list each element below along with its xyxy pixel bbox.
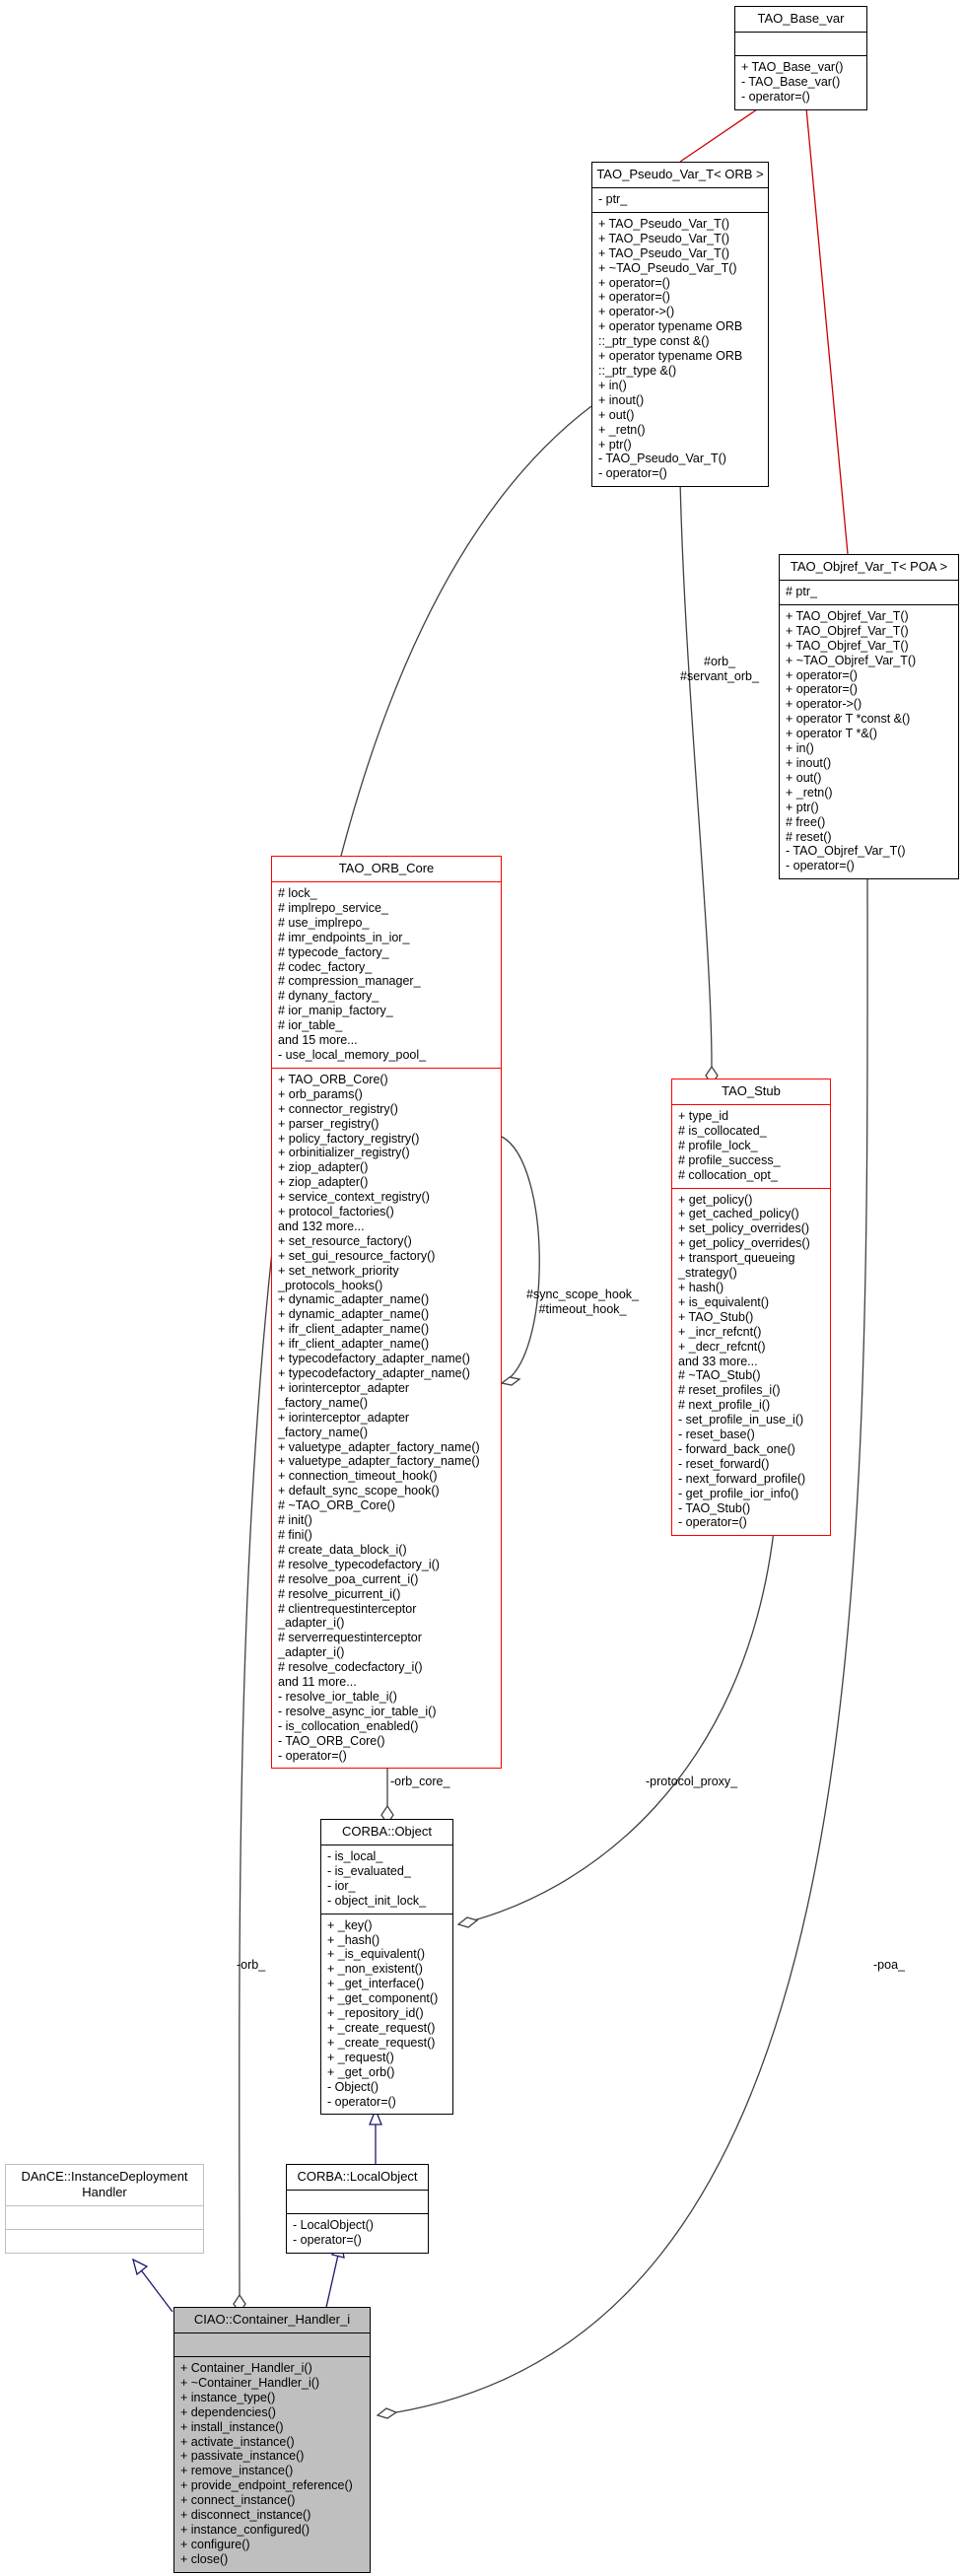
member-line: # dynany_factory_ (278, 989, 379, 1004)
member-line: - ior_ (327, 1878, 356, 1893)
class-name: TAO_Pseudo_Var_T< ORB > (596, 167, 764, 181)
member-line: + operator->() (598, 305, 675, 319)
member-line: # ptr_ (786, 585, 817, 598)
member-line: and 132 more... (278, 1218, 365, 1233)
member-line: - reset_base() (678, 1427, 755, 1442)
member-line: + operator T *&() (786, 727, 877, 741)
member-line: + TAO_Stub() (678, 1309, 754, 1324)
member-line: and 11 more... (278, 1675, 357, 1690)
methods-section (321, 1914, 452, 2115)
member-line: # fini() (278, 1527, 312, 1542)
class-name (6, 2165, 203, 2205)
member-line: + operator=() (598, 275, 670, 290)
member-line: + _hash() (327, 1932, 380, 1947)
member-line: + _get_orb() (327, 2064, 395, 2079)
member-line: - operator=() (678, 1515, 747, 1530)
member-line: + TAO_Objref_Var_T() (786, 608, 909, 623)
class-name: TAO_ORB_Core (338, 861, 435, 875)
member-line: + TAO_Objref_Var_T() (786, 623, 909, 638)
member-line: + type_id (678, 1109, 729, 1123)
member-line: + operator=() (598, 290, 670, 305)
member-line: - operator=() (741, 89, 810, 104)
member-line: - resolve_ior_table_i() (278, 1689, 397, 1704)
member-line: + orb_params() (278, 1086, 363, 1101)
member-line: + provide_endpoint_reference() (180, 2478, 353, 2493)
edge-stub-orb (680, 480, 712, 1067)
edge-objref-var-to-base-var (804, 87, 848, 554)
member-line: + operator=() (786, 682, 858, 697)
methods-section (287, 2213, 428, 2253)
member-line: + ifr_client_adapter_name() (278, 1322, 430, 1337)
member-line: + ifr_client_adapter_name() (278, 1337, 430, 1352)
diamond-poa (378, 2408, 396, 2418)
member-line: - forward_back_one() (678, 1441, 795, 1456)
member-line: + get_cached_policy() (678, 1207, 799, 1221)
member-line: + TAO_Pseudo_Var_T() (598, 216, 730, 231)
member-line: # resolve_poa_current_i() (278, 1571, 419, 1586)
member-line: + operator=() (786, 667, 858, 682)
methods-section (780, 604, 958, 878)
member-line: # lock_ (278, 886, 317, 900)
member-line: ::_ptr_type &() (598, 363, 677, 378)
member-line: - set_profile_in_use_i() (678, 1413, 804, 1427)
member-line: # ior_manip_factory_ (278, 1004, 393, 1018)
member-line: # free() (786, 814, 826, 829)
class-tao-orb-core (271, 856, 502, 1769)
label-sync-scope-hook: #sync_scope_hook_ (526, 1288, 639, 1301)
member-line: + protocol_factories() (278, 1205, 394, 1219)
member-line: + ptr() (786, 800, 819, 814)
member-line: + _create_request() (327, 2020, 436, 2035)
member-line: + hash() (678, 1280, 724, 1294)
member-line: and 15 more... (278, 1033, 358, 1048)
class-tao-objref-var-t (779, 554, 959, 879)
member-line: + ziop_adapter() (278, 1175, 369, 1190)
member-line: # is_collocated_ (678, 1123, 767, 1138)
class-tao-base-var (734, 6, 867, 110)
label-orb: #orb_ (704, 655, 735, 668)
edge-orb-core-self (502, 1137, 539, 1383)
member-line: + activate_instance() (180, 2434, 295, 2449)
class-name: TAO_Base_var (757, 11, 845, 26)
member-line: + close() (180, 2551, 229, 2566)
member-line: + dependencies() (180, 2404, 276, 2419)
member-line: + parser_registry() (278, 1116, 379, 1131)
member-line: _factory_name() (278, 1425, 369, 1439)
label-orb-core: -orb_core_ (390, 1775, 450, 1788)
member-line: # profile_success_ (678, 1152, 781, 1167)
member-line: # clientrequestinterceptor (278, 1601, 417, 1616)
member-line: - is_local_ (327, 1849, 383, 1863)
label-protocol-proxy: -protocol_proxy_ (646, 1775, 738, 1788)
label-orb-servant (680, 655, 759, 684)
member-line: + configure() (180, 2537, 250, 2551)
member-line: + _is_equivalent() (327, 1947, 426, 1962)
diamond-stub-to-object (458, 1917, 477, 1927)
member-line: - TAO_ORB_Core() (278, 1733, 385, 1748)
member-line: + service_context_registry() (278, 1190, 430, 1205)
member-line: # codec_factory_ (278, 959, 373, 974)
member-line: + _non_existent() (327, 1962, 423, 1977)
member-line: + TAO_Pseudo_Var_T() (598, 245, 730, 260)
member-line: # resolve_picurrent_i() (278, 1586, 401, 1601)
member-line: + _retn() (786, 785, 833, 800)
member-line: # imr_endpoints_in_ior_ (278, 930, 410, 944)
member-line: - is_collocation_enabled() (278, 1718, 419, 1733)
member-line: + ~TAO_Objref_Var_T() (786, 653, 917, 667)
member-line: # typecode_factory_ (278, 944, 389, 959)
edge-stub-to-object (458, 1531, 774, 1924)
member-line: + _incr_refcnt() (678, 1324, 762, 1339)
member-line: - use_local_memory_pool_ (278, 1047, 427, 1062)
member-line: + operator->() (786, 697, 862, 712)
member-line: and 33 more... (678, 1354, 758, 1368)
member-line: + _get_interface() (327, 1977, 425, 1991)
member-line: + set_resource_factory() (278, 1233, 412, 1248)
attributes-section (287, 2190, 428, 2213)
methods-section (672, 1188, 830, 1536)
member-line: + operator typename ORB (598, 349, 743, 364)
methods-section (174, 2356, 370, 2572)
member-line: + ziop_adapter() (278, 1160, 369, 1175)
member-line: _adapter_i() (278, 1645, 345, 1660)
label-poa: -poa_ (873, 1958, 905, 1972)
member-line: - TAO_Base_var() (741, 74, 841, 89)
member-line: # resolve_codecfactory_i() (278, 1660, 423, 1675)
member-line: + ptr() (598, 437, 632, 452)
member-line: # create_data_block_i() (278, 1542, 407, 1557)
label-orb-assoc: -orb_ (237, 1958, 266, 1972)
member-line: + _retn() (598, 422, 646, 437)
member-line: + is_equivalent() (678, 1294, 770, 1309)
member-line: # implrepo_service_ (278, 900, 388, 915)
member-line: - operator=() (293, 2232, 362, 2247)
member-line: + transport_queueing (678, 1251, 795, 1266)
class-tao-pseudo-var-t (591, 162, 769, 487)
member-line: + set_policy_overrides() (678, 1221, 810, 1236)
member-line: + set_gui_resource_factory() (278, 1248, 436, 1263)
member-line: + out() (786, 770, 822, 785)
class-name-line-2: Handler (82, 2185, 127, 2199)
class-tao-stub (671, 1079, 831, 1536)
member-line: - operator=() (327, 2094, 396, 2109)
member-line: # resolve_typecodefactory_i() (278, 1557, 440, 1571)
methods-section (735, 55, 866, 109)
member-line: + valuetype_adapter_factory_name() (278, 1454, 480, 1469)
member-line: # profile_lock_ (678, 1138, 758, 1152)
member-line: + operator T *const &() (786, 712, 911, 727)
member-line: - resolve_async_ior_table_i() (278, 1704, 437, 1718)
member-line: + iorinterceptor_adapter (278, 1380, 410, 1395)
member-line: + operator typename ORB (598, 319, 743, 334)
label-sync-scope (518, 1288, 647, 1317)
member-line: + TAO_Base_var() (741, 60, 844, 74)
member-line: + inout() (786, 755, 832, 770)
member-line: # ~TAO_Stub() (678, 1368, 761, 1383)
member-line: # init() (278, 1513, 312, 1528)
member-line: + _request() (327, 2050, 394, 2064)
member-line: - TAO_Objref_Var_T() (786, 844, 906, 859)
member-line: - operator=() (278, 1748, 347, 1763)
member-line: + connection_timeout_hook() (278, 1469, 438, 1484)
attributes-section (735, 32, 866, 55)
class-ciao-container-handler-i (173, 2307, 371, 2573)
member-line: - next_forward_profile() (678, 1471, 806, 1486)
member-line: # use_implrepo_ (278, 915, 370, 930)
member-line: - TAO_Stub() (678, 1500, 751, 1515)
member-line: - get_profile_ior_info() (678, 1486, 799, 1500)
member-line: + out() (598, 407, 635, 422)
member-line: + TAO_Pseudo_Var_T() (598, 231, 730, 245)
member-line: - ptr_ (598, 192, 628, 206)
arrowhead-dance (133, 2260, 147, 2274)
attributes-section (780, 580, 958, 604)
attributes-section (272, 881, 501, 1068)
methods-section (6, 2229, 203, 2253)
class-corba-local-object (286, 2164, 429, 2254)
member-line: + _key() (327, 1917, 373, 1932)
member-line: + _repository_id() (327, 2006, 424, 2021)
class-name: TAO_Stub (722, 1083, 781, 1098)
attributes-section (672, 1104, 830, 1188)
member-line: ::_ptr_type const &() (598, 334, 710, 349)
member-line: + valuetype_adapter_factory_name() (278, 1439, 480, 1454)
member-line: + _decr_refcnt() (678, 1339, 766, 1354)
member-line: _factory_name() (278, 1395, 369, 1410)
member-line: _protocols_hooks() (278, 1278, 383, 1292)
member-line: - TAO_Pseudo_Var_T() (598, 452, 726, 466)
member-line: + Container_Handler_i() (180, 2361, 312, 2375)
member-line: # collocation_opt_ (678, 1167, 778, 1182)
attributes-section (321, 1845, 452, 1914)
diamond-orb-core-self (502, 1377, 519, 1385)
class-corba-object (320, 1819, 453, 2115)
attributes-section (174, 2332, 370, 2356)
member-line: # reset_profiles_i() (678, 1383, 781, 1398)
class-name: CORBA::LocalObject (297, 2169, 418, 2184)
member-line: + set_network_priority (278, 1263, 399, 1278)
class-name: CORBA::Object (341, 1824, 433, 1839)
member-line: + TAO_ORB_Core() (278, 1072, 388, 1086)
member-line: + dynamic_adapter_name() (278, 1292, 430, 1307)
member-line: + policy_factory_registry() (278, 1131, 420, 1146)
member-line: + remove_instance() (180, 2464, 294, 2478)
member-line: # ior_table_ (278, 1018, 343, 1033)
class-dance-instance-deployment-handler (5, 2164, 204, 2254)
member-line: - object_init_lock_ (327, 1893, 427, 1908)
member-line: + connector_registry() (278, 1101, 398, 1116)
member-line: # reset() (786, 829, 832, 844)
member-line: + iorinterceptor_adapter (278, 1410, 410, 1425)
attributes-section (6, 2205, 203, 2229)
member-line: + TAO_Objref_Var_T() (786, 638, 909, 653)
member-line: + default_sync_scope_hook() (278, 1484, 440, 1498)
member-line: + orbinitializer_registry() (278, 1146, 410, 1160)
member-line: # ~TAO_ORB_Core() (278, 1498, 395, 1513)
member-line: + ~TAO_Pseudo_Var_T() (598, 260, 737, 275)
class-name: TAO_Objref_Var_T< POA > (790, 559, 948, 574)
methods-section (592, 212, 768, 486)
class-name: CIAO::Container_Handler_i (193, 2312, 351, 2327)
member-line: - LocalObject() (293, 2218, 374, 2232)
member-line: + in() (786, 741, 814, 756)
methods-section (272, 1068, 501, 1769)
member-line: # next_profile_i() (678, 1398, 771, 1413)
member-line: + dynamic_adapter_name() (278, 1307, 430, 1322)
member-line: + ~Container_Handler_i() (180, 2375, 320, 2390)
class-name-line-1: DAnCE::InstanceDeployment (21, 2169, 188, 2184)
member-line: - is_evaluated_ (327, 1863, 411, 1878)
member-line: + typecodefactory_adapter_name() (278, 1352, 470, 1366)
member-line: + passivate_instance() (180, 2449, 305, 2464)
member-line: _strategy() (678, 1266, 737, 1281)
member-line: + _get_component() (327, 1991, 439, 2006)
member-line: + disconnect_instance() (180, 2508, 311, 2523)
member-line: - operator=() (786, 859, 855, 873)
member-line: + install_instance() (180, 2419, 284, 2434)
member-line: + instance_type() (180, 2390, 276, 2404)
member-line: + get_policy_overrides() (678, 1236, 810, 1251)
member-line: + instance_configured() (180, 2522, 310, 2537)
attributes-section (592, 187, 768, 212)
label-timeout-hook: #timeout_hook_ (538, 1302, 627, 1316)
member-line: + _create_request() (327, 2035, 436, 2050)
member-line: _adapter_i() (278, 1616, 345, 1631)
member-line: + typecodefactory_adapter_name() (278, 1366, 470, 1380)
member-line: - operator=() (598, 466, 667, 481)
member-line: + in() (598, 378, 627, 392)
member-line: + inout() (598, 392, 645, 407)
label-servant-orb: #servant_orb_ (680, 669, 759, 683)
member-line: # compression_manager_ (278, 974, 421, 989)
member-line: + connect_instance() (180, 2493, 296, 2508)
member-line: # serverrequestinterceptor (278, 1631, 422, 1645)
member-line: + get_policy() (678, 1192, 753, 1207)
member-line: - reset_forward() (678, 1456, 770, 1471)
member-line: - Object() (327, 2079, 379, 2094)
